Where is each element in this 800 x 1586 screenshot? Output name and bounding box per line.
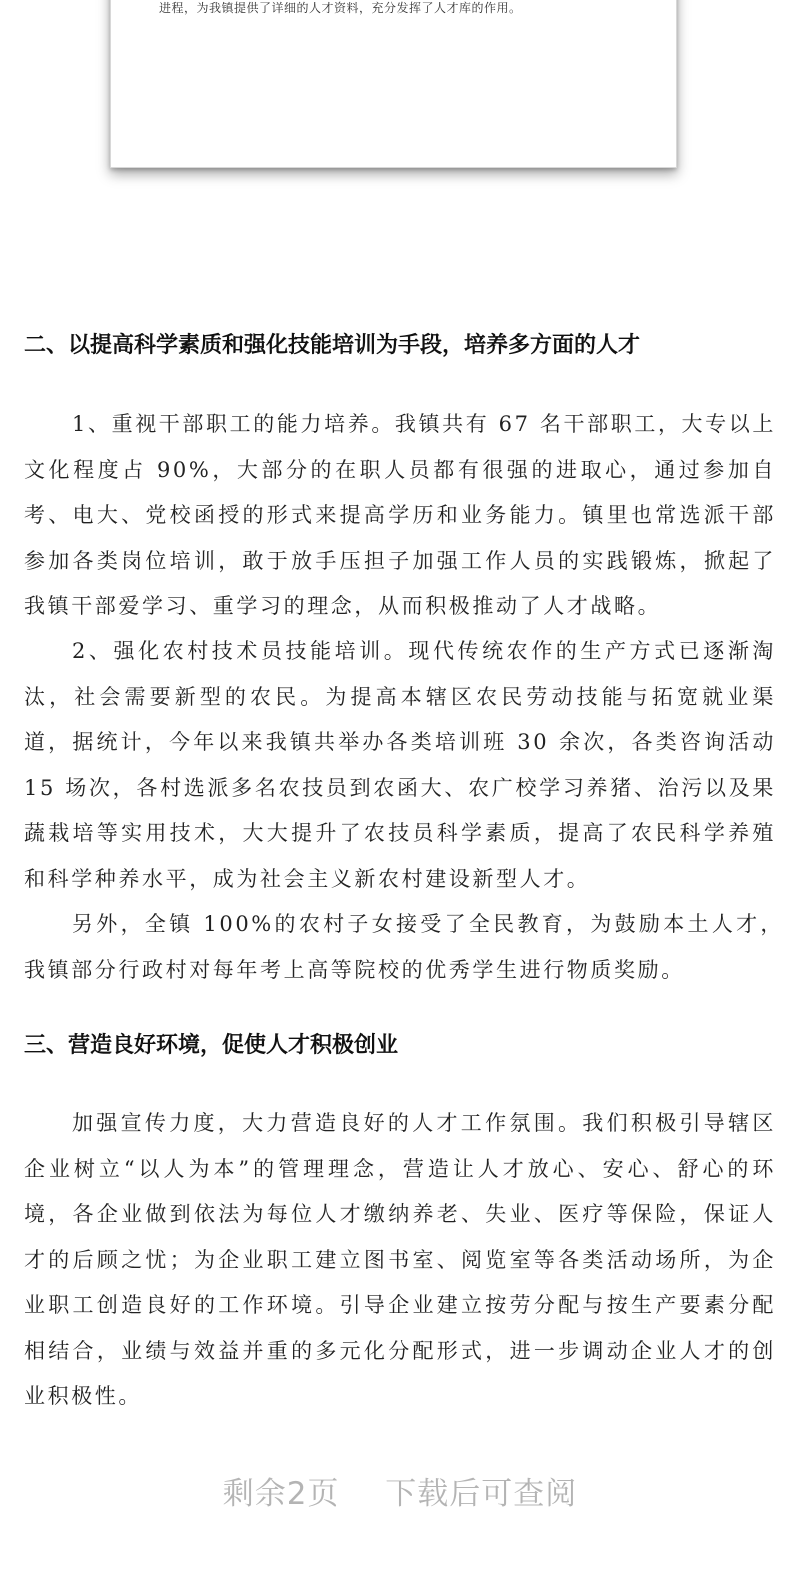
paragraph-technician-training: 2、强化农村技术员技能培训。现代传统农作的生产方式已逐渐淘汰，社会需要新型的农民。为提高本辖区农民劳动技能与拓宽就业渠道，据统计，今年以来我镇共举办各类培训班 30 余次，各类咨询活动 15 场次，各村选派多名农技员到农函大、农广校学习养猪、治污以及果蔬栽培等实用技术，大大提升了农技员科学素质，提高了农民科学养殖和科学种养水平，成为社会主义新农村建设新型人才。 [24, 639, 776, 891]
remaining-pages-download-hint[interactable]: 剩余2页 下载后可查阅 [222, 1476, 578, 1512]
paragraph-education-reward: 另外，全镇 100%的农村子女接受了全民教育，为鼓励本土人才，我镇部分行政村对每年考上高等院校的优秀学生进行物质奖励。 [24, 912, 784, 982]
paragraph-cadre-training: 1、重视干部职工的能力培养。我镇共有 67 名干部职工，大专以上文化程度占 90%，大部分的在职人员都有很强的进取心，通过参加自考、电大、党校函授的形式来提高学历和业务能力。镇里也常选派干部参加各类岗位培训，敢于放手压担子加强工作人员的实践锻炼，掀起了我镇干部爱学习、重学习的理念，从而积极推动了人才战略。 [24, 412, 776, 618]
preview-card-text: 进程，为我镇提供了详细的人才资料，充分发挥了人才库的作用。 [159, 1, 522, 15]
paragraph-environment: 加强宣传力度，大力营造良好的人才工作氛围。我们积极引导辖区企业树立“以人为本”的管理理念，营造让人才放心、安心、舒心的环境，各企业做到依法为每位人才缴纳养老、失业、医疗等保险，保证人才的后顾之忧；为企业职工建立图书室、阅览室等各类活动场所，为企业职工创造良好的工作环境。引导企业建立按劳分配与按生产要素分配相结合，业绩与效益并重的多元化分配形式，进一步调动企业人才的创业积极性。 [24, 1111, 776, 1408]
preview-page-card [110, 0, 677, 168]
section-heading-2: 二、以提高科学素质和强化技能培训为手段，培养多方面的人才 [24, 333, 641, 358]
section-heading-3: 三、营造良好环境，促使人才积极创业 [24, 1033, 399, 1058]
